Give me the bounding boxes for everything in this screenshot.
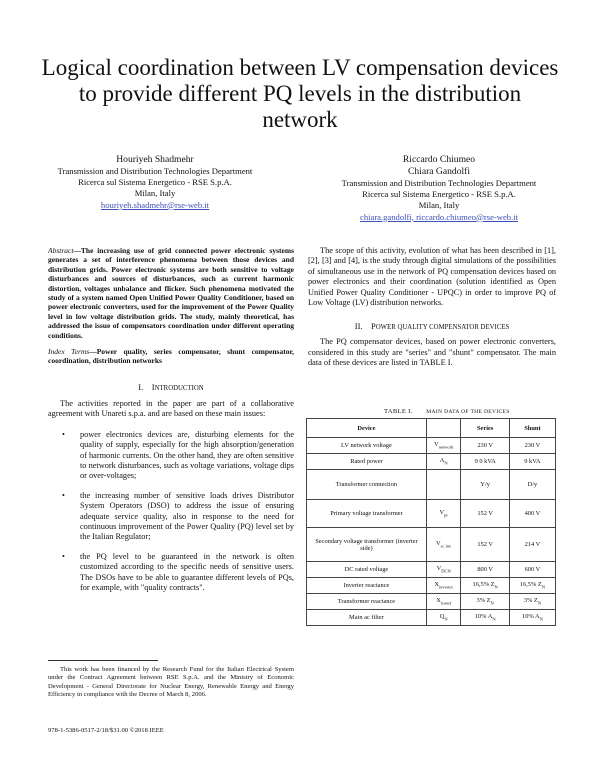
table-cell: $X_{inverter}$ <box>426 578 461 594</box>
table-cell: Main ac filter <box>307 610 427 626</box>
section-heading-pq-devices <box>308 321 556 333</box>
table-row <box>307 470 556 500</box>
table-header-cell: Series <box>461 419 509 438</box>
table-cell: DC rated voltage <box>307 562 427 578</box>
author-org: Ricerca sul Sistema Energetico - RSE S.p.A. <box>362 189 516 200</box>
device-data-table <box>306 418 556 626</box>
table-cell: $A_N$ <box>426 454 461 470</box>
table-row <box>307 610 556 626</box>
table-row <box>307 562 556 578</box>
table-cell: $V_{sc inv}$ <box>426 528 461 562</box>
table-row <box>307 500 556 528</box>
table-cell: 230 V <box>509 438 555 454</box>
footnote-rule <box>48 660 158 661</box>
table-cell: 600 V <box>509 562 555 578</box>
table-caption-number: TABLE I. <box>384 408 413 415</box>
abstract-label: Abstract <box>48 246 74 255</box>
table-cell: Transformer reactance <box>307 594 427 610</box>
scope-paragraph: The scope of this activity, evolution of what has been described in [1], [2], [3] and [4], is the study through digital simulations of the possibilities of simultaneous use in the network of PQ compensation devices based on power electronics and their coordination (solution identified as Open Unified Power Quality Conditioner - UPQC) in order to improve PQ of Low Voltage (LV) distribution networks. <box>308 246 556 308</box>
left-column <box>48 246 294 602</box>
section-initial: I <box>151 381 155 392</box>
section-number: I. <box>138 381 144 392</box>
table-row <box>307 578 556 594</box>
table-cell: Inverter reactance <box>307 578 427 594</box>
section-number: II. <box>354 321 363 332</box>
table-cell: 3% $Z_N$ <box>509 594 555 610</box>
bullet-icon: • <box>62 429 65 439</box>
table-row <box>307 438 556 454</box>
table-cell: 230 V <box>461 438 509 454</box>
table-cell: $Q_N$ <box>426 610 461 626</box>
section-initial: P <box>371 321 376 332</box>
list-item-text: the PQ level to be guaranteed in the network is often customized according to the specific needs of sensitive users. The DSOs have to be able to guarantee different levels of PQs, for example, with "quality contracts". <box>80 551 294 592</box>
abstract-text: —The increasing use of grid connected power electronic systems generates a set of interference phenomena between those devices and distribution grids. Power electronic systems are both sensitive to voltage disturbances and sources of disturbances, such as current harmonic distortion, voltages unbalance and flicker. Such phenomena motivated the study of a system named Open Unified Power Quality Conditioner, based on power electronic converters, used for the improvement of the Power Quality level in low voltage distribution grids. The study, mainly theoretical, has addressed the issue of compensators coordination under different operating conditions. <box>48 246 294 340</box>
table-cell: 152 V <box>461 528 509 562</box>
table-cell: 10% $A_N$ <box>509 610 555 626</box>
list-item-text: power electronics devices are, disturbing elements for the quality of supply, especially for the high absorption/generation of harmonic currents. On the other hand, they are often sensitive to network disturbances, such as voltage variations, voltage dips or over-voltages; <box>80 429 294 481</box>
table-cell: 400 V <box>509 500 555 528</box>
table-cell: $X_{transf}$ <box>426 594 461 610</box>
table-header-cell: Device <box>307 419 427 438</box>
table-cell: 800 V <box>461 562 509 578</box>
right-column <box>308 246 556 369</box>
table-cell: $V_{network}$ <box>426 438 461 454</box>
paper-title: Logical coordination between LV compensation devices to provide different PQ levels in the distribution network <box>41 55 559 132</box>
table-cell: 10% $A_N$ <box>461 610 509 626</box>
list-item <box>48 491 294 543</box>
author-dept: Transmission and Distribution Technologies Department <box>57 166 253 176</box>
table-cell: $V_{DCN}$ <box>426 562 461 578</box>
table-cell: $V_{pr}$ <box>426 500 461 528</box>
devices-paragraph: The PQ compensator devices, based on power electronic converters, considered in this study are "series" and "shunt" compensator. The main data of these devices are listed in TABLE I. <box>308 337 556 368</box>
abstract <box>48 246 294 340</box>
index-terms-label: Index Terms <box>48 347 90 357</box>
author-block-right <box>320 154 558 223</box>
table-cell: Rated power <box>307 454 427 470</box>
table-cell: Y/y <box>461 470 509 500</box>
table-cell <box>426 470 461 500</box>
section-heading-introduction <box>48 382 294 394</box>
table-header-cell: Shunt <box>509 419 555 438</box>
author-email-link[interactable]: houriyeh.shadmehr@rse-web.it <box>100 199 210 210</box>
intro-paragraph: The activities reported in the paper are part of a collaborative agreement with Unareti s.p.a. and are based on these main issues: <box>48 398 294 419</box>
list-item <box>48 552 294 594</box>
table-header-cell <box>426 419 461 438</box>
table-cell: Primary voltage transformer <box>307 500 427 528</box>
table-cell: Secondary voltage transformer (inverter side) <box>307 528 427 562</box>
author-name: Riccardo Chiumeo <box>402 154 476 165</box>
list-item-text: the increasing number of sensitive loads drives Distributor System Operators (DSO) to address the issue of ensuring adequate service quality, also in response to the need for continuous improvement of the Power Quality (PQ) level set by the Italian Regulator; <box>80 490 294 542</box>
index-terms-text: —Power quality, series compensator, shunt compensator, coordination, distribution networks <box>48 347 294 366</box>
table-cell: 152 V <box>461 500 509 528</box>
table-cell: Transformer connection <box>307 470 427 500</box>
section-title-rest: OWER QUALITY COMPENSATOR DEVICES <box>375 324 510 332</box>
author-city: Milan, Italy <box>134 188 176 199</box>
section-title-rest: NTRODUCTION <box>154 384 204 392</box>
table-header-row <box>307 419 556 438</box>
table-row <box>307 454 556 470</box>
bullet-icon: • <box>62 551 65 561</box>
table-caption <box>384 408 510 415</box>
table-cell: 9 0 kVA <box>461 454 509 470</box>
table-cell: 3% $Z_N$ <box>461 594 509 610</box>
author-org: Ricerca sul Sistema Energetico - RSE S.p.A. <box>78 177 232 188</box>
author-city: Milan, Italy <box>418 200 460 211</box>
table-cell: 9 kVA <box>509 454 555 470</box>
isbn-line: 978-1-5386-0517-2/18/$31.00 ©2018 IEEE <box>48 727 164 734</box>
table-cell: 214 V <box>509 528 555 562</box>
index-terms <box>48 347 294 366</box>
table-row <box>307 594 556 610</box>
table-row <box>307 528 556 562</box>
table-cell: 16,5% $Z_N$ <box>509 578 555 594</box>
list-item <box>48 430 294 482</box>
footnote: This work has been financed by the Research Fund for the Italian Electrical System under the Contract Agreement between RSE S.p.A. and the Ministry of Economic Development - General Directorate for Nuclear Energy, Renewable Energy and Energy Efficiency in compliance with the Decree of March 8, 2006. <box>48 666 294 699</box>
table-cell: D/y <box>509 470 555 500</box>
table-cell: LV network voltage <box>307 438 427 454</box>
author-dept: Transmission and Distribution Technologies Department <box>341 178 537 188</box>
bullet-icon: • <box>62 490 65 500</box>
author-name: Chiara Gandolfi <box>407 166 471 177</box>
author-email-link[interactable]: chiara.gandolfi, riccardo.chiumeo@rse-web.it <box>360 211 518 222</box>
table-caption-text: MAIN DATA OF THE DEVICES <box>426 409 510 415</box>
author-block-left <box>40 154 270 211</box>
intro-bullet-list <box>48 430 294 594</box>
author-name: Houriyeh Shadmehr <box>116 154 194 165</box>
table-cell: 16,5% $Z_N$ <box>461 578 509 594</box>
